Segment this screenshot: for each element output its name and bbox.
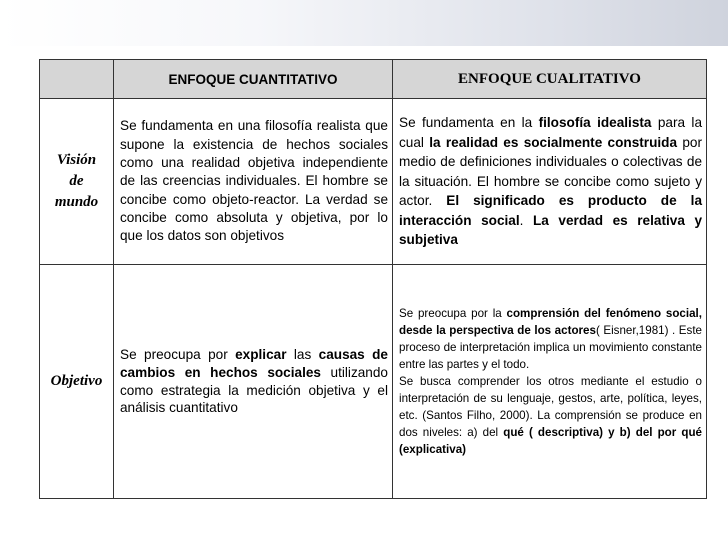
vision-cual-b3: El significado es producto de la interacción social [399,193,703,228]
vision-cualitativo-text [393,99,707,265]
top-gradient-band [0,0,728,46]
obj-cual-b2: qué ( descriptiva) y b) del por qué (explicativa) [399,426,702,456]
vision-cual-p2: para la cual [399,115,703,150]
obj-cual-p1: Se preocupa por la [399,307,507,320]
obj-cuant-b1: explicar [235,346,287,362]
row-vision-de-mundo [40,99,707,265]
objetivo-cuantitativo-text [114,265,393,499]
row-label-vision-line1: Visión [56,152,97,168]
row-label-vision-line2: de [69,173,84,189]
row-label-vision [40,99,114,265]
obj-cuant-p3: utilizando como estrategia la medición objetiva y el análisis cuantitativo [120,364,388,416]
obj-cuant-b2: causas de cambios en hechos sociales [120,346,388,380]
row-label-objetivo: Objetivo [40,265,114,499]
row-objetivo [40,265,707,499]
comparison-table [39,59,707,499]
vision-cual-b1: filosofía idealista [538,115,652,131]
header-cualitativo: ENFOQUE CUALITATIVO [393,60,707,99]
vision-cual-p1: Se fundamenta en la [399,115,539,131]
vision-cual-b4: La verdad es relativa y subjetiva [399,212,703,248]
row-label-vision-line3: mundo [54,194,99,210]
vision-cual-b2: la realidad es socialmente construida [429,134,678,150]
obj-cual-b1: comprensión del fenómeno social, desde la perspectiva de los actores [399,307,702,337]
obj-cuant-p1: Se preocupa por [120,346,236,362]
obj-cual-p2: ( Eisner,1981) . Este proceso de interpretación implica un movimiento constante entre las partes y el todo. [399,324,702,371]
obj-cual-p3: Se busca comprender los otros mediante el estudio o interpretación de su lenguaje, gestos, arte, política, leyes, etc. (Santos Filho, 2000). La comprensión se produce en dos niveles: a) del [399,375,702,439]
vision-cuantitativo-text: Se fundamenta en una filosofía realista que supone la existencia de hechos sociales como una realidad objetiva independiente de las creencias individuales. El hombre se concibe como objeto-reactor. La verdad se concibe como absoluta y objetiva, por lo que los datos son objetivos [114,99,393,265]
vision-cual-p4: . [519,212,533,228]
header-cuantitativo: ENFOQUE CUANTITATIVO [114,60,393,99]
header-row [40,60,707,99]
header-empty-cell [40,60,114,99]
objetivo-cualitativo-text [393,265,707,499]
obj-cuant-p2: las [286,346,319,362]
obj-cual-para2 [399,373,702,458]
vision-cual-p3: por medio de definiciones individuales o colectivas de la situación. El hombre se concibe como sujeto y actor. [399,134,702,209]
